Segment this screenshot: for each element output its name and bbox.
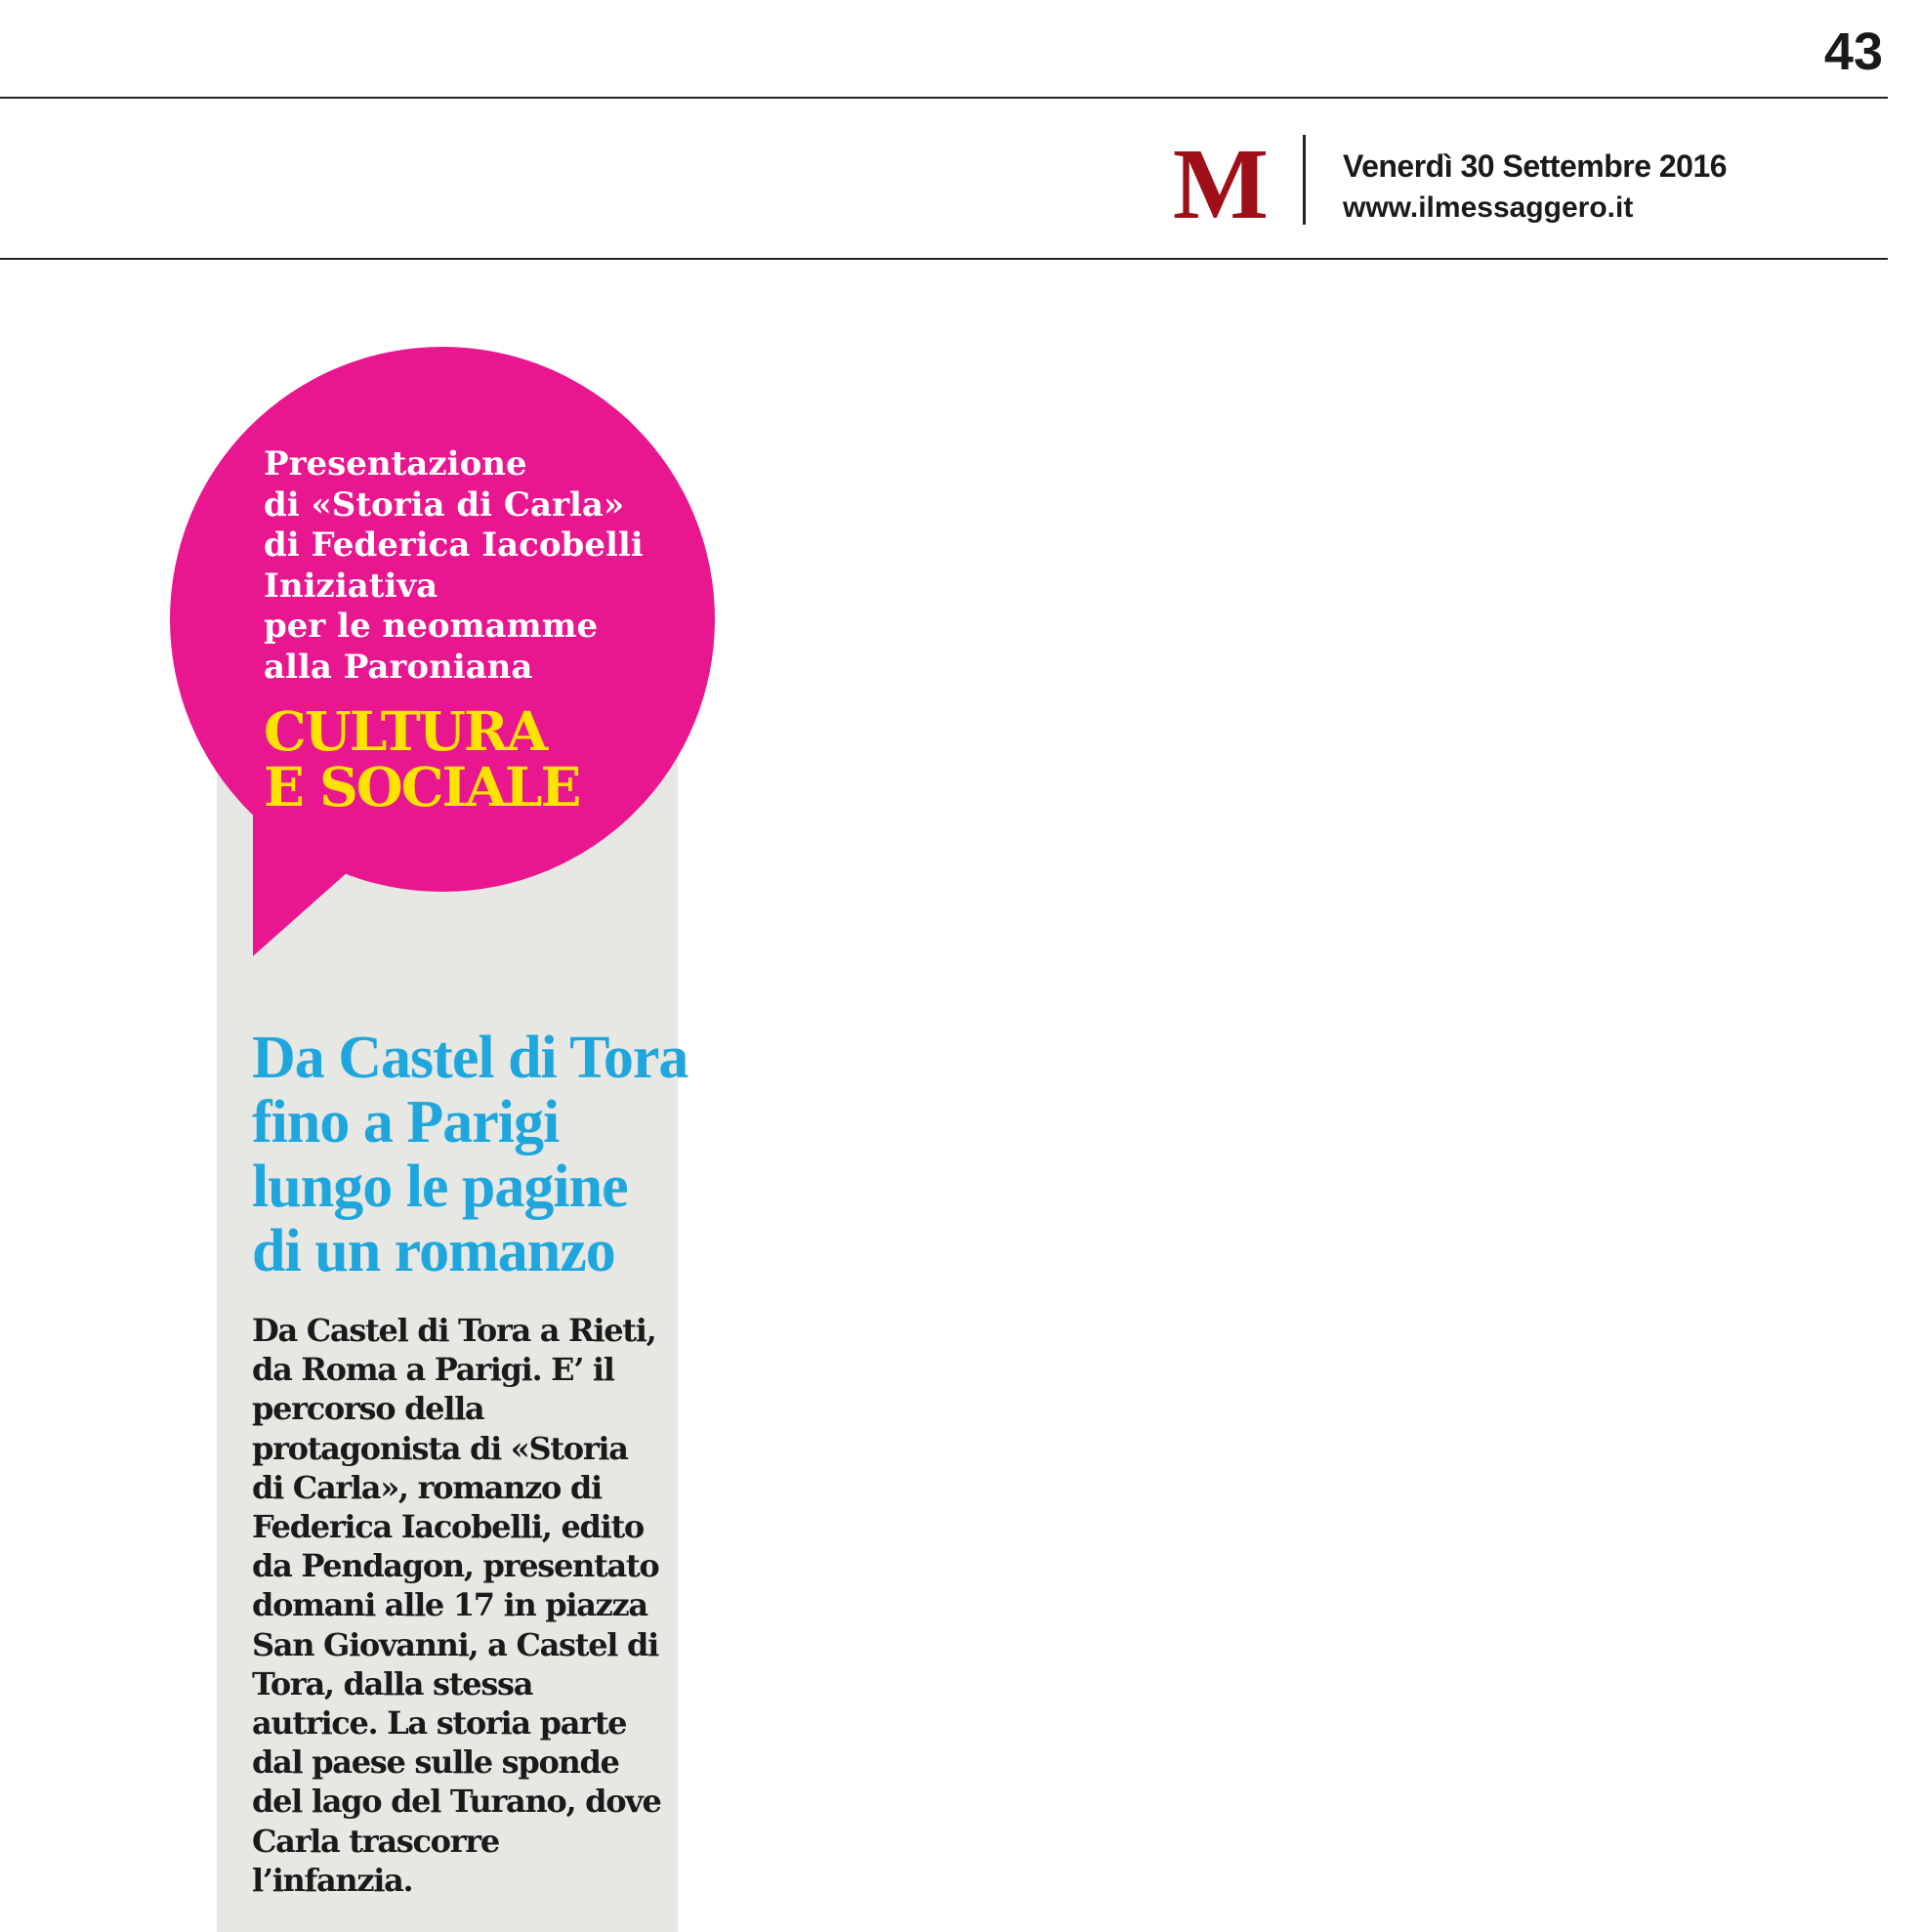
- body-line: Da Castel di Tora a Rieti,: [252, 1312, 656, 1349]
- website-url: www.ilmessaggero.it: [1343, 191, 1634, 224]
- bubble-line: Presentazione: [264, 444, 527, 483]
- body-line: da Pendagon, presentato: [252, 1547, 659, 1585]
- body-line: Tora, dalla stessa: [252, 1664, 533, 1702]
- body-line: Carla trascorre: [252, 1822, 499, 1860]
- headline-line: fino a Parigi: [252, 1089, 560, 1155]
- masthead-divider: [1303, 135, 1306, 225]
- bubble-summary: [264, 444, 654, 688]
- body-line: Federica Iacobelli, edito: [252, 1508, 644, 1546]
- body-line: percorso della: [252, 1390, 484, 1428]
- bubble-line: per le neomamme: [264, 607, 599, 646]
- header-rule-top: [0, 97, 1888, 99]
- bubble-line: Iniziativa: [264, 566, 438, 606]
- body-line: del lago del Turano, dove: [252, 1783, 661, 1821]
- body-line: protagonista di «Storia: [252, 1429, 628, 1467]
- body-line: domani alle 17 in piazza: [252, 1586, 647, 1624]
- headline-line: lungo le pagine: [252, 1154, 628, 1220]
- bubble-line: di «Storia di Carla»: [264, 484, 625, 525]
- bubble-line: di Federica Iacobelli: [264, 525, 644, 565]
- newspaper-logo-icon: [1172, 142, 1270, 230]
- headline-line: Da Castel di Tora: [252, 1025, 688, 1091]
- section-title-line: CULTURA: [264, 699, 547, 763]
- body-line: autrice. La storia parte: [252, 1704, 627, 1743]
- header-rule-bottom: [0, 258, 1888, 260]
- section-title: [264, 699, 580, 819]
- article-body: [252, 1311, 661, 1900]
- section-title-line: E SOCIALE: [264, 755, 580, 819]
- issue-date: Venerdì 30 Settembre 2016: [1343, 148, 1728, 184]
- headline-line: di un romanzo: [252, 1218, 615, 1284]
- article-headline: [252, 1026, 688, 1283]
- body-line: l’infanzia.: [252, 1861, 413, 1899]
- body-line: San Giovanni, a Castel di: [252, 1625, 658, 1663]
- page-number: 43: [1823, 22, 1883, 81]
- body-line: dal paese sulle sponde: [252, 1743, 619, 1782]
- body-line: di Carla», romanzo di: [252, 1468, 602, 1506]
- bubble-line: alla Paroniana: [264, 647, 533, 687]
- logo-letter: M: [1172, 142, 1270, 230]
- body-line: da Roma a Parigi. E’ il: [252, 1351, 614, 1389]
